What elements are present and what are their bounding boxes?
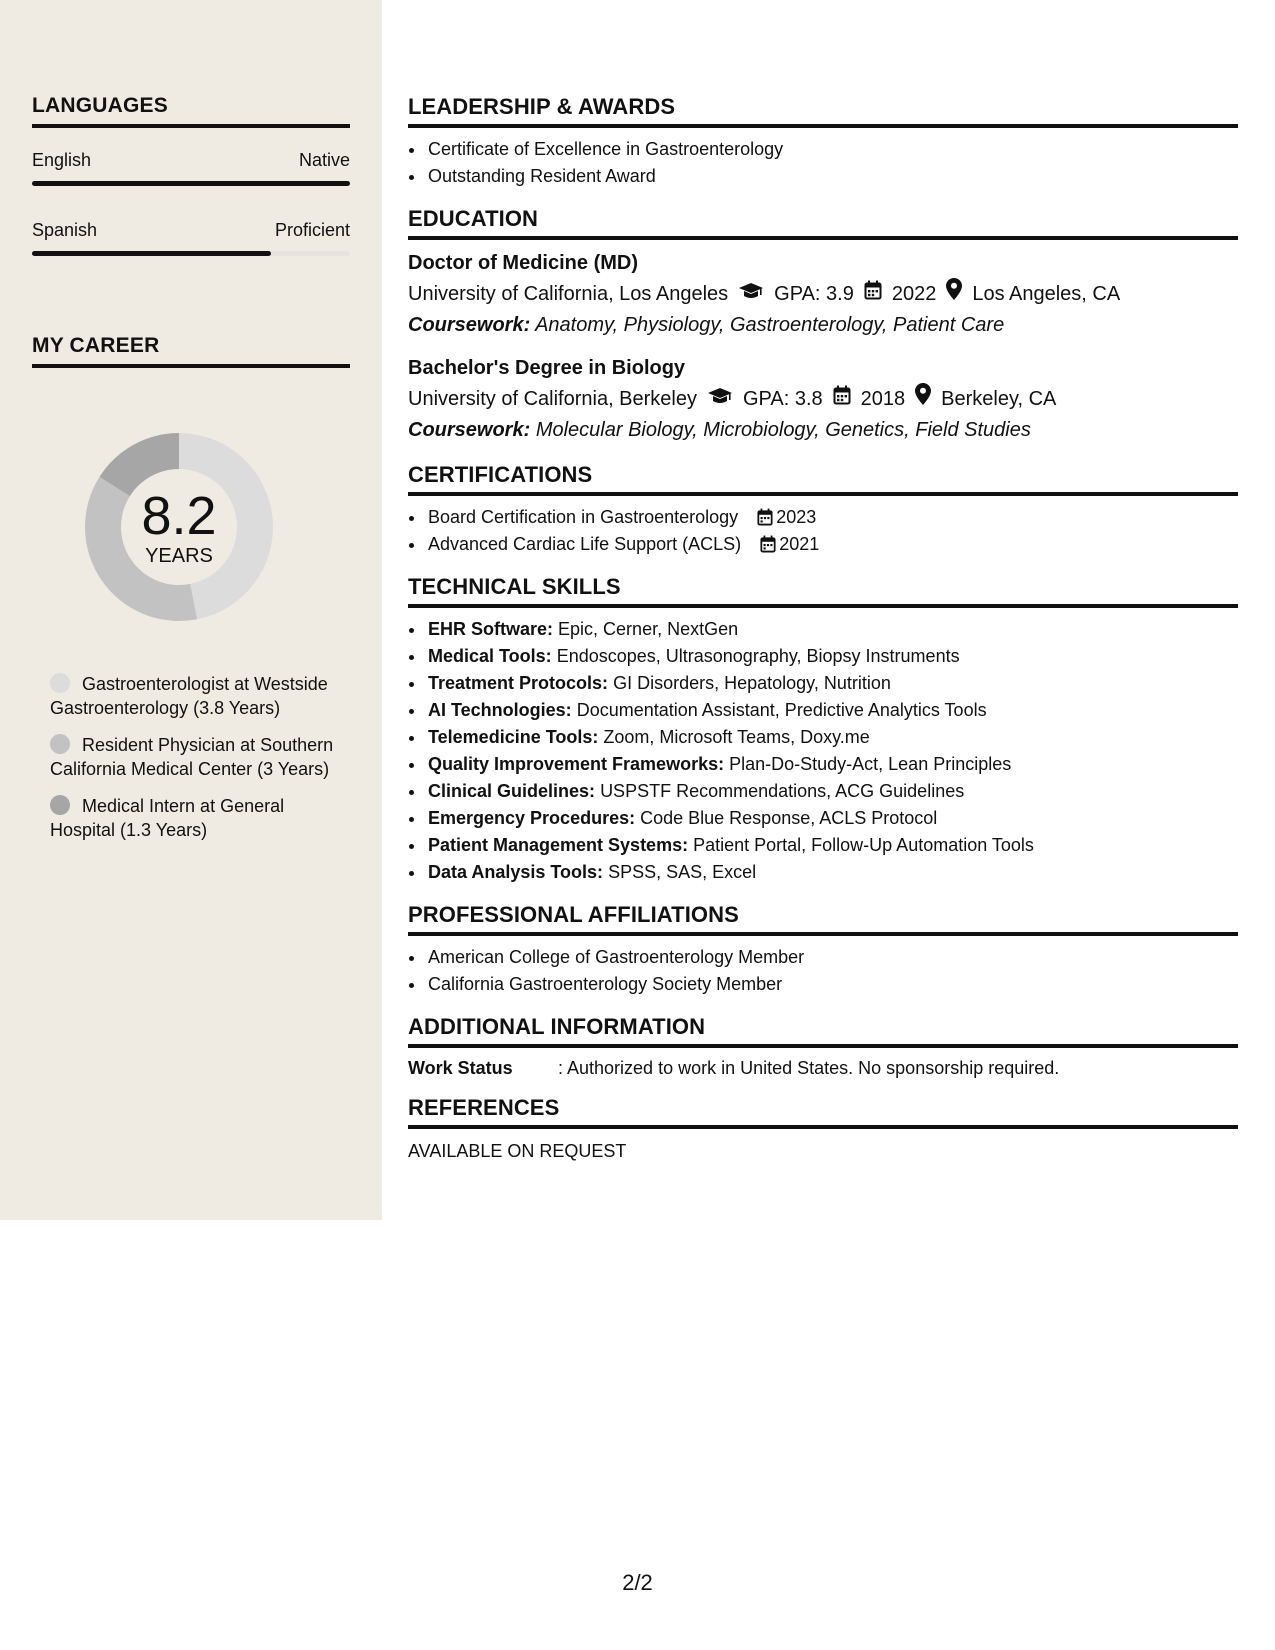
list-item: • Certificate of Excellence in Gastroenterology	[426, 136, 1238, 163]
skill-value: GI Disorders, Hepatology, Nutrition	[613, 673, 891, 693]
coursework-value: Anatomy, Physiology, Gastroenterology, Patient Care	[535, 314, 1005, 336]
skill-label: Treatment Protocols:	[428, 673, 609, 693]
skill-value: Epic, Cerner, NextGen	[558, 619, 739, 639]
career-unit: YEARS	[145, 544, 213, 567]
calendar-icon	[833, 384, 851, 415]
language-level: Proficient	[274, 220, 350, 240]
skill-value: Patient Portal, Follow-Up Automation Tools	[693, 835, 1034, 855]
skill-label: Emergency Procedures:	[428, 808, 636, 828]
career-item-text: Medical Intern at General Hospital (1.3 Years)	[50, 796, 285, 840]
career-dot	[50, 673, 70, 693]
language-bar-fill	[32, 181, 350, 186]
skill-value: Zoom, Microsoft Teams, Doxy.me	[603, 727, 870, 747]
certification-name: Advanced Cardiac Life Support (ACLS)	[428, 534, 742, 554]
additional-title: ADDITIONAL INFORMATION	[408, 1014, 1238, 1048]
school: University of California, Berkeley	[408, 387, 697, 410]
certification-year: 2023	[776, 507, 817, 527]
references-text: AVAILABLE ON REQUEST	[408, 1141, 627, 1161]
graduation-year: 2018	[860, 387, 906, 410]
education-entry	[408, 248, 1238, 341]
career-item	[50, 794, 340, 842]
leadership-title: LEADERSHIP & AWARDS	[408, 94, 1238, 128]
language-bar	[32, 181, 350, 186]
languages-section	[32, 94, 350, 256]
career-dot	[50, 795, 70, 815]
coursework	[408, 310, 1238, 341]
language-name: English	[32, 150, 92, 170]
additional-section	[408, 1014, 1238, 1079]
career-title: MY CAREER	[32, 334, 350, 368]
references-title: REFERENCES	[408, 1095, 1238, 1129]
calendar-icon	[864, 279, 882, 310]
skill-label: Patient Management Systems:	[428, 835, 689, 855]
coursework-value: Molecular Biology, Microbiology, Genetics, Field Studies	[535, 419, 1031, 441]
career-item-text: Resident Physician at Southern California Medical Center (3 Years)	[50, 735, 334, 779]
career-list	[50, 672, 340, 855]
list-item: • American College of Gastroenterology Member	[426, 944, 1238, 971]
list-item	[426, 805, 1238, 832]
skill-label: Quality Improvement Frameworks:	[428, 754, 725, 774]
certifications-section	[408, 462, 1238, 558]
list-item	[426, 616, 1238, 643]
list-item	[426, 751, 1238, 778]
career-total: 8.2	[141, 485, 217, 546]
certification-name: Board Certification in Gastroenterology	[428, 507, 739, 527]
page-number: 2/2	[622, 1570, 653, 1595]
certification-year: 2021	[779, 534, 820, 554]
skill-label: Data Analysis Tools:	[428, 862, 604, 882]
list-item	[426, 778, 1238, 805]
school: University of California, Los Angeles	[408, 282, 729, 305]
list-item	[426, 832, 1238, 859]
list-item	[426, 643, 1238, 670]
skill-label: EHR Software:	[428, 619, 554, 639]
gpa: GPA: 3.9	[774, 282, 854, 305]
coursework	[408, 415, 1238, 446]
graduation-cap-icon	[738, 279, 764, 310]
career-section	[32, 334, 350, 368]
list-item	[426, 531, 1238, 558]
skill-value: Endoscopes, Ultrasonography, Biopsy Instruments	[556, 646, 960, 666]
career-item	[50, 733, 340, 781]
education-title: EDUCATION	[408, 206, 1238, 240]
list-item: • Outstanding Resident Award	[426, 163, 1238, 190]
calendar-icon	[760, 534, 779, 554]
skill-label: AI Technologies:	[428, 700, 572, 720]
skill-label: Medical Tools:	[428, 646, 552, 666]
skill-value: Code Blue Response, ACLS Protocol	[640, 808, 938, 828]
language-bar	[32, 251, 350, 256]
location: Los Angeles, CA	[972, 282, 1121, 305]
skill-label: Telemedicine Tools:	[428, 727, 599, 747]
degree: Doctor of Medicine (MD)	[408, 252, 638, 274]
list-item	[426, 724, 1238, 751]
skills-title: TECHNICAL SKILLS	[408, 574, 1238, 608]
language-english	[32, 150, 350, 186]
graduation-cap-icon	[707, 384, 733, 415]
list-item: • California Gastroenterology Society Member	[426, 971, 1238, 998]
sidebar	[0, 0, 382, 1220]
references-section	[408, 1095, 1238, 1162]
list-item	[426, 859, 1238, 886]
affiliations-section	[408, 902, 1238, 998]
work-status-value: : Authorized to work in United States. No sponsorship required.	[558, 1058, 1060, 1078]
skill-value: SPSS, SAS, Excel	[608, 862, 757, 882]
main-content	[408, 94, 1238, 1178]
work-status-label: Work Status	[408, 1058, 513, 1078]
career-dot	[50, 734, 70, 754]
language-name: Spanish	[32, 220, 98, 240]
gpa: GPA: 3.8	[743, 387, 823, 410]
skill-label: Clinical Guidelines:	[428, 781, 596, 801]
affiliations-title: PROFESSIONAL AFFILIATIONS	[408, 902, 1238, 936]
degree: Bachelor's Degree in Biology	[408, 357, 686, 379]
coursework-label: Coursework:	[408, 419, 531, 441]
location-pin-icon	[946, 278, 962, 310]
certifications-title: CERTIFICATIONS	[408, 462, 1238, 496]
languages-title: LANGUAGES	[32, 94, 350, 128]
list-item	[426, 697, 1238, 724]
language-level: Native	[298, 150, 350, 170]
calendar-icon	[757, 507, 776, 527]
graduation-year: 2022	[891, 282, 937, 305]
skills-section	[408, 574, 1238, 886]
list-item	[426, 504, 1238, 531]
education-section	[408, 206, 1238, 446]
location: Berkeley, CA	[941, 387, 1057, 410]
location-pin-icon	[915, 383, 931, 415]
skill-value: Plan-Do-Study-Act, Lean Principles	[729, 754, 1012, 774]
career-item	[50, 672, 340, 720]
education-entry	[408, 353, 1238, 446]
list-item	[426, 670, 1238, 697]
coursework-label: Coursework:	[408, 314, 531, 336]
career-item-text: Gastroenterologist at Westside Gastroenterology (3.8 Years)	[50, 674, 328, 718]
career-donut	[66, 414, 292, 640]
language-spanish	[32, 220, 350, 256]
skill-value: Documentation Assistant, Predictive Analytics Tools	[576, 700, 987, 720]
leadership-section	[408, 94, 1238, 190]
language-bar-fill	[32, 251, 271, 256]
skill-value: USPSTF Recommendations, ACG Guidelines	[600, 781, 965, 801]
